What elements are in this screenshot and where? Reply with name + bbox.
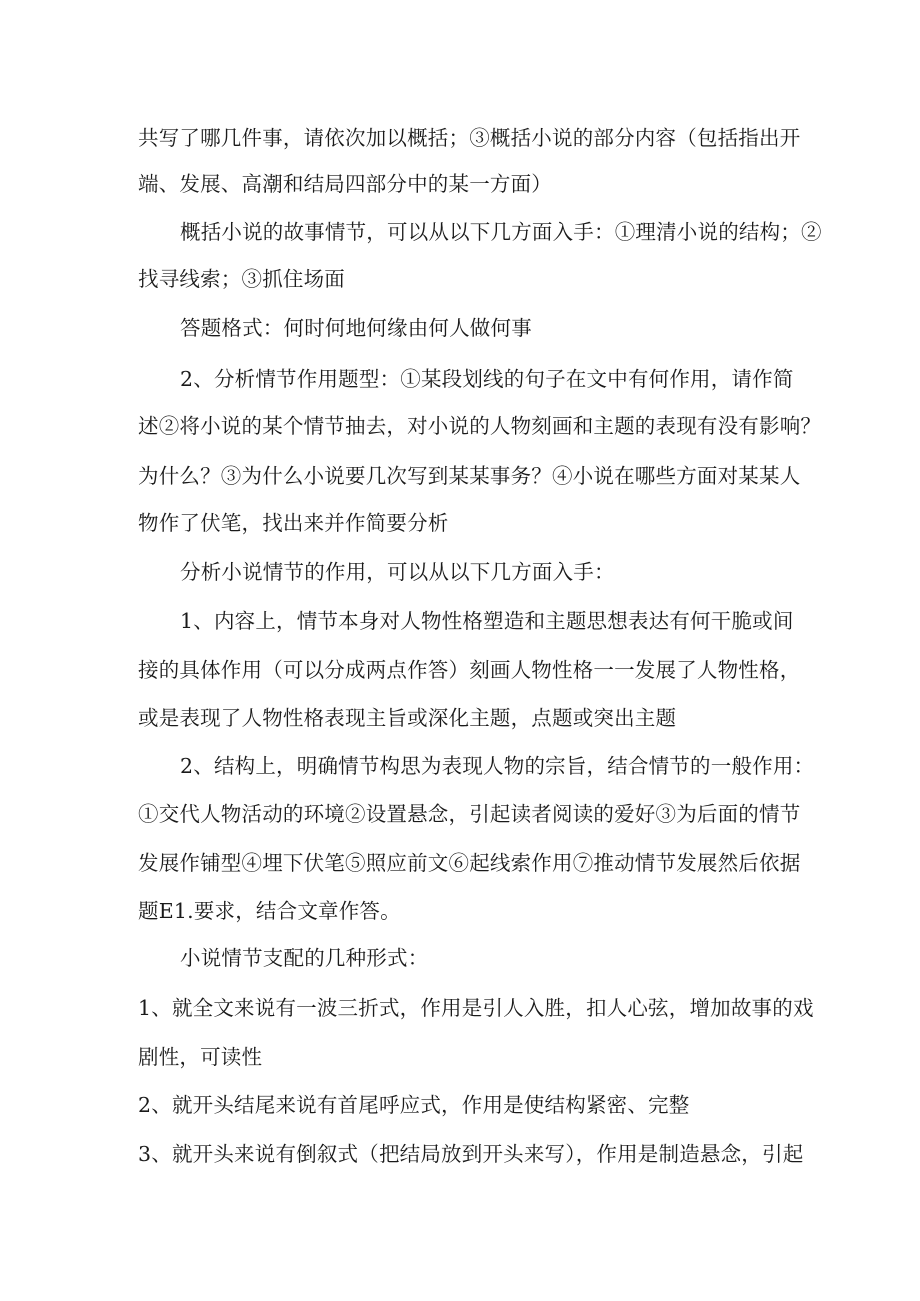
- text-line: 2、就开头结尾来说有首尾呼应式，作用是使结构紧密、完整: [138, 1093, 690, 1117]
- text-line: 接的具体作用（可以分成两点作答）刻画人物性格一一发展了人物性格，: [138, 658, 801, 682]
- text-line: 物作了伏笔，找出来并作简要分析: [138, 511, 449, 535]
- text-line: 分析小说情节的作用，可以从以下几方面入手：: [180, 560, 615, 584]
- text-line: 1、就全文来说有一波三折式，作用是引人入胜，扣人心弦，增加故事的戏: [138, 996, 814, 1020]
- text-line: 为什么？③为什么小说要几次写到某某事务？④小说在哪些方面对某某人: [138, 464, 801, 488]
- text-line: 题E1.要求，结合文章作答。: [138, 899, 401, 923]
- text-line: 小说情节支配的几种形式：: [180, 946, 429, 970]
- text-line: 答题格式：何时何地何缘由何人做何事: [180, 316, 532, 340]
- text-line: ①交代人物活动的环境②设置悬念，引起读者阅读的爱好③为后面的情节: [138, 802, 801, 826]
- text-line: 或是表现了人物性格表现主旨或深化主题，点题或突出主题: [138, 706, 677, 730]
- text-line: 1、内容上，情节本身对人物性格塑造和主题思想表达有何干脆或间: [180, 609, 794, 633]
- text-line: 述②将小说的某个情节抽去，对小说的人物刻画和主题的表现有没有影响？: [138, 414, 822, 438]
- text-line: 概括小说的故事情节，可以从以下几方面入手：①理清小说的结构；②: [180, 220, 822, 244]
- text-line: 共写了哪几件事，请依次加以概括；③概括小说的部分内容（包括指出开: [138, 126, 801, 150]
- text-line: 发展作铺型④埋下伏笔⑤照应前文⑥起线索作用⑦推动情节发展然后依据: [138, 851, 801, 875]
- text-line: 找寻线索；③抓住场面: [138, 267, 345, 291]
- text-line: 2、结构上，明确情节构思为表现人物的宗旨，结合情节的一般作用：: [180, 754, 815, 778]
- text-line: 2、分析情节作用题型：①某段划线的句子在文中有何作用，请作简: [180, 367, 794, 391]
- text-line: 端、发展、高潮和结局四部分中的某一方面）: [138, 172, 552, 196]
- text-line: 3、就开头来说有倒叙式（把结局放到开头来写），作用是制造悬念，引起: [138, 1142, 804, 1166]
- text-line: 剧性，可读性: [138, 1045, 263, 1069]
